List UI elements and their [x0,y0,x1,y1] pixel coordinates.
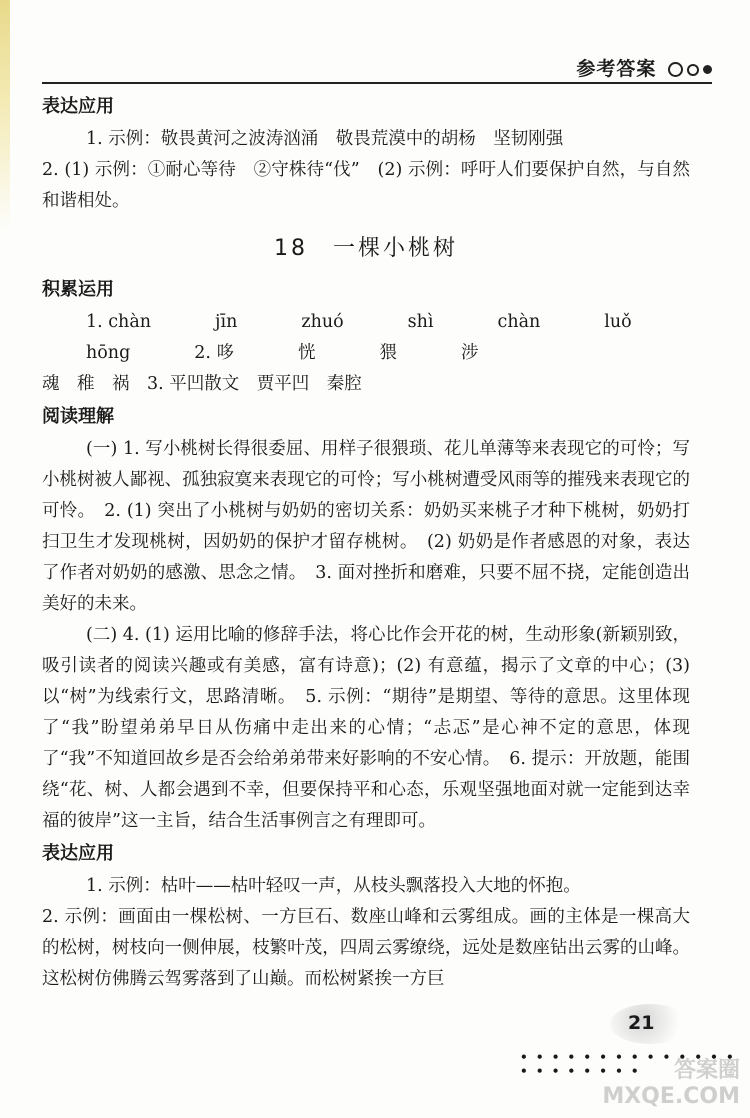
pinyin-item: 恍 [298,343,316,363]
reading-paragraph-2: (二) 4. (1) 运用比喻的修辞手法，将心比作会开花的树，生动形象(新颖别致，吸引读者的阅读兴趣或有美感，富有诗意)；(2) 有意蕴，揭示了文章的中心；(3) 以“树”为线索行文，思路清晰。 5. 示例：“期待”是期望、等待的意思。这里体现了“我”盼望弟弟早日从伤痛中走出来的心情；“忐忑”是心神不定的意思，体现了“我”不知道回故乡是否会给弟弟带来好影响的不安心情。 6. 提示：开放题，能围绕“花、树、人都会遇到不幸，但要保持平和心态，乐观坚强地面对就一定能到达幸福的彼岸”这一主旨，结合生活事例言之有理即可。 [42,625,690,831]
page-number: 21 [628,1012,655,1034]
section-heading-reading: 阅读理解 [42,406,114,427]
page-header [42,48,712,84]
section-heading-expression-2: 表达应用 [42,843,114,864]
page-content [42,90,690,995]
answer-line: 2. 示例：画面由一棵松树、一方巨石、数座山峰和云雾组成。画的主体是一棵高大的松树，树枝向一侧伸展，枝繁叶茂，四周云雾缭绕，远处是数座钻出云雾的山峰。这松树仿佛腾云驾雾落到了山巅。而松树紧挨一方巨 [42,907,690,989]
pinyin-item: 1. chàn [86,312,152,332]
section-heading-expression-1: 表达应用 [42,96,114,117]
watermark-line: 答案圈 [673,1058,740,1083]
header-title [576,54,712,81]
circle-medium-icon [687,64,699,76]
pinyin-item: 涉 [461,343,479,363]
answer-line: 1. 示例：枯叶——枯叶轻叹一声，从枝头飘落投入大地的怀抱。 [86,876,581,896]
pinyin-item: luǒ [604,312,632,332]
pinyin-item: shì [407,312,434,332]
pinyin-item: 2. 哆 [194,343,235,363]
answer-line: 2. (1) 示例：①耐心等待 ②守株待“伐” (2) 示例：呼吁人们要保护自然，与自然和谐相处。 [42,160,690,211]
pinyin-item: zhuó [301,312,344,332]
pinyin-item: hōng [86,343,131,363]
watermark-line: MXQE.COM [602,1084,740,1109]
header-title-text: 参考答案 [576,58,657,80]
circle-small-icon [703,65,712,74]
page-edge-stain [0,0,10,230]
answer-line: 魂 稚 祸 3. 平凹散文 贾平凹 秦腔 [42,374,362,394]
pinyin-item: jīn [215,312,238,332]
answer-line: 1. 示例：敬畏黄河之波涛汹涌 敬畏荒漠中的胡杨 坚韧刚强 [86,129,564,149]
lesson-title: 18 一棵小桃树 [274,236,458,261]
pinyin-answer-row [42,307,690,369]
reading-paragraph-1: (一) 1. 写小桃树长得很委屈、用样子很猥琐、花儿单薄等来表现它的可怜；写小桃树被人鄙视、孤独寂寞来表现它的可怜；写小桃树遭受风雨等的摧残来表现它的可怜。 2. (1) 突出了小桃树与奶奶的密切关系：奶奶买来桃子才种下桃树，奶奶打扫卫生才发现桃树，因奶奶的保护才留存桃树。 (2) 奶奶是作者感恩的对象，表达了作者对奶奶的感激、思念之情。 3. 面对挫折和磨难，只要不屈不挠，定能创造出美好的未来。 [42,439,690,614]
dotted-rule: • • • • • • • • • • • • • • • • • • • • • • [520,1050,736,1078]
watermark [602,1058,740,1110]
section-heading-accumulation: 积累运用 [42,279,114,300]
pinyin-item: chàn [497,312,541,332]
circle-large-icon [668,62,683,77]
pinyin-item: 猥 [379,343,398,363]
